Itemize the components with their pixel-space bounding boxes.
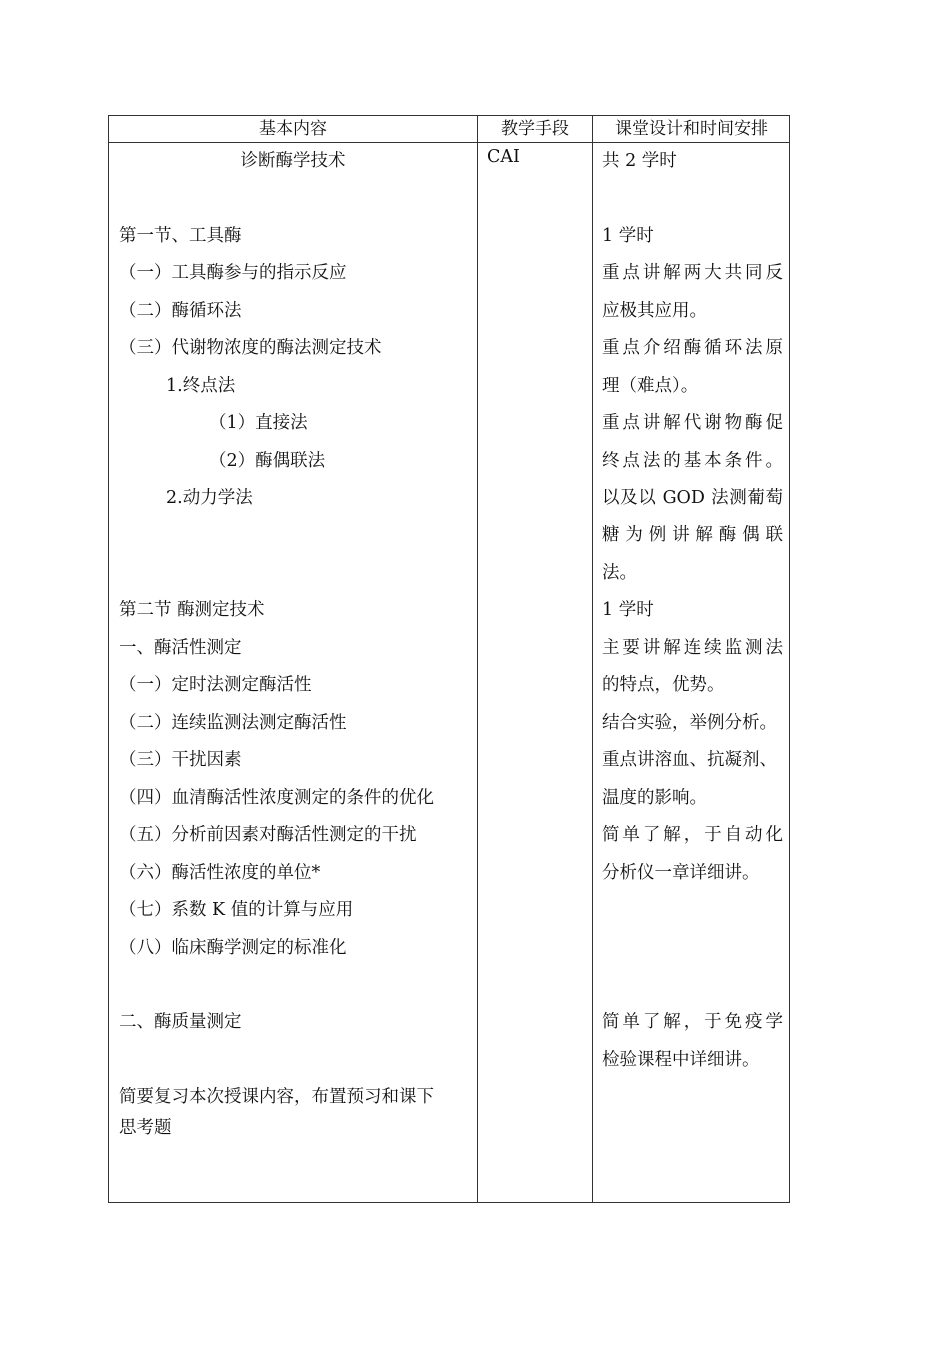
content-line: 二、酶质量测定 [119, 1012, 242, 1032]
design-line: 理（难点）。 [602, 376, 699, 396]
design-line: 糖为例讲解酶偶联 [602, 525, 783, 545]
design-line: 检验课程中详细讲。 [602, 1050, 760, 1070]
content-line: （三）代谢物浓度的酶法测定技术 [119, 338, 382, 358]
lesson-plan-table [108, 115, 790, 1203]
design-line: 简单了解，于免疫学 [602, 1012, 783, 1032]
design-line: 法。 [602, 563, 637, 583]
design-line: 主要讲解连续监测法 [602, 638, 783, 658]
content-line: （二）酶循环法 [119, 301, 242, 321]
design-line: 共 2 学时 [602, 151, 677, 171]
content-line: （六）酶活性浓度的单位* [119, 863, 321, 883]
header-divider [109, 142, 789, 143]
content-line: （一）定时法测定酶活性 [119, 675, 312, 695]
design-line: 结合实验，举例分析。 [602, 713, 777, 733]
content-line: （七）系数 K 值的计算与应用 [119, 900, 354, 920]
design-line: 重点讲解两大共同反 [602, 263, 783, 283]
design-line: 简单了解，于自动化 [602, 825, 783, 845]
content-title: 诊断酶学技术 [240, 151, 346, 171]
header-basic-content: 基本内容 [259, 119, 327, 139]
design-line: 应极其应用。 [602, 301, 707, 321]
design-line: 重点讲溶血、抗凝剂、 [602, 750, 777, 770]
content-line: （三）干扰因素 [119, 750, 242, 770]
design-line: 分析仪一章详细讲。 [602, 863, 760, 883]
content-line: （1）直接法 [209, 413, 308, 433]
content-line: （八）临床酶学测定的标准化 [119, 938, 347, 958]
header-class-design: 课堂设计和时间安排 [615, 119, 768, 139]
content-line: （二）连续监测法测定酶活性 [119, 713, 347, 733]
design-line: 以及以 GOD 法测葡萄 [602, 488, 783, 508]
design-line: 终点法的基本条件。 [602, 451, 783, 471]
content-line: （2）酶偶联法 [209, 451, 326, 471]
design-line: 重点讲解代谢物酶促 [602, 413, 783, 433]
content-line: （五）分析前因素对酶活性测定的干扰 [119, 825, 417, 845]
design-line: 1 学时 [602, 226, 654, 246]
content-line: 简要复习本次授课内容，布置预习和课下 [119, 1087, 434, 1107]
design-line: 温度的影响。 [602, 788, 707, 808]
content-line: 1.终点法 [166, 376, 236, 396]
design-line: 重点介绍酶循环法原 [602, 338, 783, 358]
content-line: 第二节 酶测定技术 [119, 600, 265, 620]
method-text: CAI [487, 147, 520, 167]
content-line: 思考题 [119, 1118, 172, 1138]
design-line: 的特点，优势。 [602, 675, 725, 695]
header-teaching-method: 教学手段 [501, 119, 569, 139]
content-line: （一）工具酶参与的指示反应 [119, 263, 347, 283]
column-divider-2 [592, 116, 593, 1202]
content-line: 第一节、工具酶 [119, 226, 242, 246]
content-line: 一、酶活性测定 [119, 638, 242, 658]
design-line: 1 学时 [602, 600, 654, 620]
content-line: 2.动力学法 [166, 488, 253, 508]
content-line: （四）血清酶活性浓度测定的条件的优化 [119, 788, 434, 808]
column-divider-1 [477, 116, 478, 1202]
